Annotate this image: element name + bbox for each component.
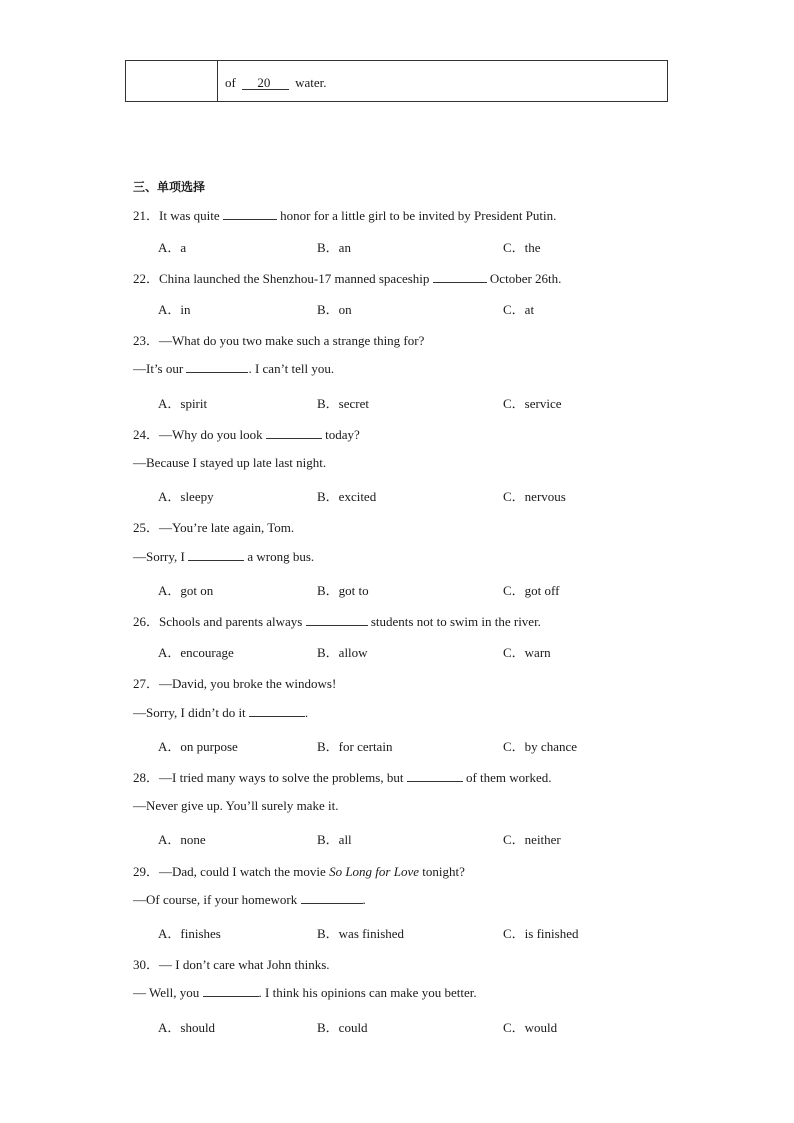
stem-text: —David, you broke the windows! <box>159 676 337 691</box>
option-text: got on <box>180 583 214 598</box>
option-letter: C． <box>503 645 525 660</box>
question-27 <box>133 673 336 692</box>
question-number: 26． <box>133 614 160 629</box>
table-fragment <box>125 60 668 102</box>
option-text: neither <box>524 832 561 847</box>
answer-blank <box>433 272 487 283</box>
option-text: allow <box>338 645 368 660</box>
option-a[interactable] <box>158 923 221 942</box>
question-number: 28． <box>133 770 160 785</box>
stem-text: students not to swim in the river. <box>367 614 541 629</box>
option-text: would <box>524 1020 558 1035</box>
question-28-reply <box>133 798 338 814</box>
option-letter: B． <box>317 489 339 504</box>
option-a[interactable] <box>158 829 206 848</box>
reply-text: —Of course, if your homework <box>133 892 301 907</box>
option-letter: A． <box>158 489 181 504</box>
stem-text: Schools and parents always <box>159 614 306 629</box>
option-letter: B． <box>317 302 339 317</box>
movie-title: So Long for Love <box>329 864 419 879</box>
reply-text: . I think his opinions can make you better. <box>258 985 477 1000</box>
option-c[interactable] <box>503 923 578 942</box>
option-text: service <box>524 396 562 411</box>
reply-text: —Sorry, I <box>133 549 189 564</box>
option-a[interactable] <box>158 642 234 661</box>
answer-blank <box>249 706 305 717</box>
answer-blank <box>223 209 277 220</box>
option-text: none <box>180 832 206 847</box>
option-text: warn <box>524 645 551 660</box>
option-text: encourage <box>180 645 234 660</box>
answer-blank <box>186 362 248 373</box>
option-text: the <box>524 240 541 255</box>
stem-text: —You’re late again, Tom. <box>159 520 295 535</box>
option-text: got to <box>338 583 369 598</box>
option-c[interactable] <box>503 580 559 599</box>
option-letter: A． <box>158 396 181 411</box>
option-text: could <box>338 1020 368 1035</box>
option-c[interactable] <box>503 393 561 412</box>
option-b[interactable] <box>317 923 404 942</box>
reply-text: —Sorry, I didn’t do it <box>133 705 249 720</box>
reply-text: —Never give up. You’ll surely make it. <box>133 798 339 813</box>
reply-text: —It’s our <box>133 361 187 376</box>
option-b[interactable] <box>317 736 392 755</box>
option-letter: C． <box>503 1020 525 1035</box>
answer-number: 20 <box>257 75 271 90</box>
option-text: at <box>524 302 535 317</box>
option-letter: B． <box>317 832 339 847</box>
option-a[interactable] <box>158 299 191 318</box>
table-cell-text <box>225 75 327 91</box>
option-b[interactable] <box>317 642 368 661</box>
option-a[interactable] <box>158 1017 215 1036</box>
option-letter: C． <box>503 739 525 754</box>
option-text: finishes <box>180 926 221 941</box>
question-25 <box>133 517 294 536</box>
reply-text: a wrong bus. <box>244 549 315 564</box>
answer-blank <box>306 615 368 626</box>
stem-text: It was quite <box>159 208 223 223</box>
option-letter: A． <box>158 645 181 660</box>
option-letter: A． <box>158 739 181 754</box>
question-29 <box>133 861 465 880</box>
option-letter: A． <box>158 1020 181 1035</box>
option-c[interactable] <box>503 736 577 755</box>
option-letter: C． <box>503 302 525 317</box>
option-text: on purpose <box>180 739 238 754</box>
option-text: an <box>338 240 351 255</box>
option-a[interactable] <box>158 393 207 412</box>
option-b[interactable] <box>317 829 352 848</box>
option-letter: B． <box>317 926 339 941</box>
option-letter: B． <box>317 1020 339 1035</box>
option-letter: B． <box>317 583 339 598</box>
option-letter: C． <box>503 832 525 847</box>
reply-text: . <box>304 705 309 720</box>
option-letter: B． <box>317 739 339 754</box>
question-23-reply <box>133 361 334 377</box>
answer-blank <box>203 986 259 997</box>
stem-text: tonight? <box>418 864 465 879</box>
question-21 <box>133 205 556 224</box>
question-number: 27． <box>133 676 160 691</box>
reply-text: . <box>362 892 366 907</box>
option-a[interactable] <box>158 736 238 755</box>
cell-suffix: water. <box>295 75 327 90</box>
question-24-reply <box>133 455 326 471</box>
option-text: all <box>338 832 352 847</box>
question-26 <box>133 611 541 630</box>
question-number: 21． <box>133 208 160 223</box>
option-text: sleepy <box>180 489 214 504</box>
option-text: on <box>338 302 352 317</box>
stem-text: honor for a little girl to be invited by President Putin. <box>276 208 557 223</box>
answer-blank <box>242 77 288 90</box>
option-b[interactable] <box>317 393 369 412</box>
option-letter: C． <box>503 240 525 255</box>
question-30-reply <box>133 985 477 1001</box>
option-letter: A． <box>158 583 181 598</box>
question-27-reply <box>133 705 308 721</box>
reply-text: — Well, you <box>133 985 203 1000</box>
answer-blank <box>188 550 244 561</box>
cell-prefix: of <box>225 75 236 90</box>
option-c[interactable] <box>503 642 551 661</box>
option-letter: C． <box>503 583 525 598</box>
option-text: secret <box>338 396 369 411</box>
option-text: in <box>180 302 191 317</box>
question-30 <box>133 954 330 973</box>
question-number: 30． <box>133 957 160 972</box>
stem-text: October 26th. <box>486 271 562 286</box>
option-c[interactable] <box>503 829 561 848</box>
stem-text: — I don’t care what John thinks. <box>159 957 330 972</box>
option-text: was finished <box>338 926 405 941</box>
option-b[interactable] <box>317 237 351 256</box>
option-b[interactable] <box>317 580 369 599</box>
question-24 <box>133 424 360 443</box>
option-text: got off <box>524 583 560 598</box>
option-text: nervous <box>524 489 566 504</box>
option-c[interactable] <box>503 299 534 318</box>
option-c[interactable] <box>503 486 566 505</box>
stem-text: —What do you two make such a strange thing for? <box>159 333 425 348</box>
stem-text: today? <box>321 427 360 442</box>
option-b[interactable] <box>317 486 376 505</box>
option-text: should <box>180 1020 216 1035</box>
option-letter: B． <box>317 240 339 255</box>
option-letter: A． <box>158 832 181 847</box>
option-letter: A． <box>158 926 181 941</box>
question-29-reply <box>133 892 366 908</box>
option-letter: C． <box>503 396 525 411</box>
section-title: 三、单项选择 <box>133 180 206 194</box>
question-number: 24． <box>133 427 160 442</box>
option-b[interactable] <box>317 1017 368 1036</box>
answer-blank <box>266 428 322 439</box>
option-text: excited <box>338 489 377 504</box>
option-a[interactable] <box>158 486 214 505</box>
question-number: 25． <box>133 520 160 535</box>
option-c[interactable] <box>503 1017 557 1036</box>
option-b[interactable] <box>317 299 352 318</box>
stem-text: —I tried many ways to solve the problems, but <box>159 770 407 785</box>
stem-text: of them worked. <box>462 770 552 785</box>
question-22 <box>133 268 561 287</box>
option-letter: A． <box>158 302 181 317</box>
question-25-reply <box>133 549 314 565</box>
question-28 <box>133 767 552 786</box>
question-number: 22． <box>133 271 160 286</box>
stem-text: China launched the Shenzhou-17 manned spaceship <box>159 271 433 286</box>
option-text: a <box>180 240 187 255</box>
answer-blank <box>301 893 363 904</box>
reply-text: —Because I stayed up late last night. <box>133 455 327 470</box>
option-text: for certain <box>338 739 393 754</box>
question-number: 29． <box>133 864 160 879</box>
option-a[interactable] <box>158 580 213 599</box>
option-text: spirit <box>180 396 208 411</box>
answer-blank <box>407 771 463 782</box>
option-text: is finished <box>524 926 579 941</box>
reply-text: . I can’t tell you. <box>248 361 335 376</box>
option-a[interactable] <box>158 237 186 256</box>
question-23 <box>133 330 424 349</box>
stem-text: —Dad, could I watch the movie <box>159 864 330 879</box>
option-c[interactable] <box>503 237 541 256</box>
option-letter: A． <box>158 240 181 255</box>
table-divider <box>217 61 218 101</box>
question-number: 23． <box>133 333 160 348</box>
option-letter: C． <box>503 489 525 504</box>
option-letter: C． <box>503 926 525 941</box>
option-letter: B． <box>317 645 339 660</box>
option-letter: B． <box>317 396 339 411</box>
stem-text: —Why do you look <box>159 427 266 442</box>
option-text: by chance <box>524 739 578 754</box>
